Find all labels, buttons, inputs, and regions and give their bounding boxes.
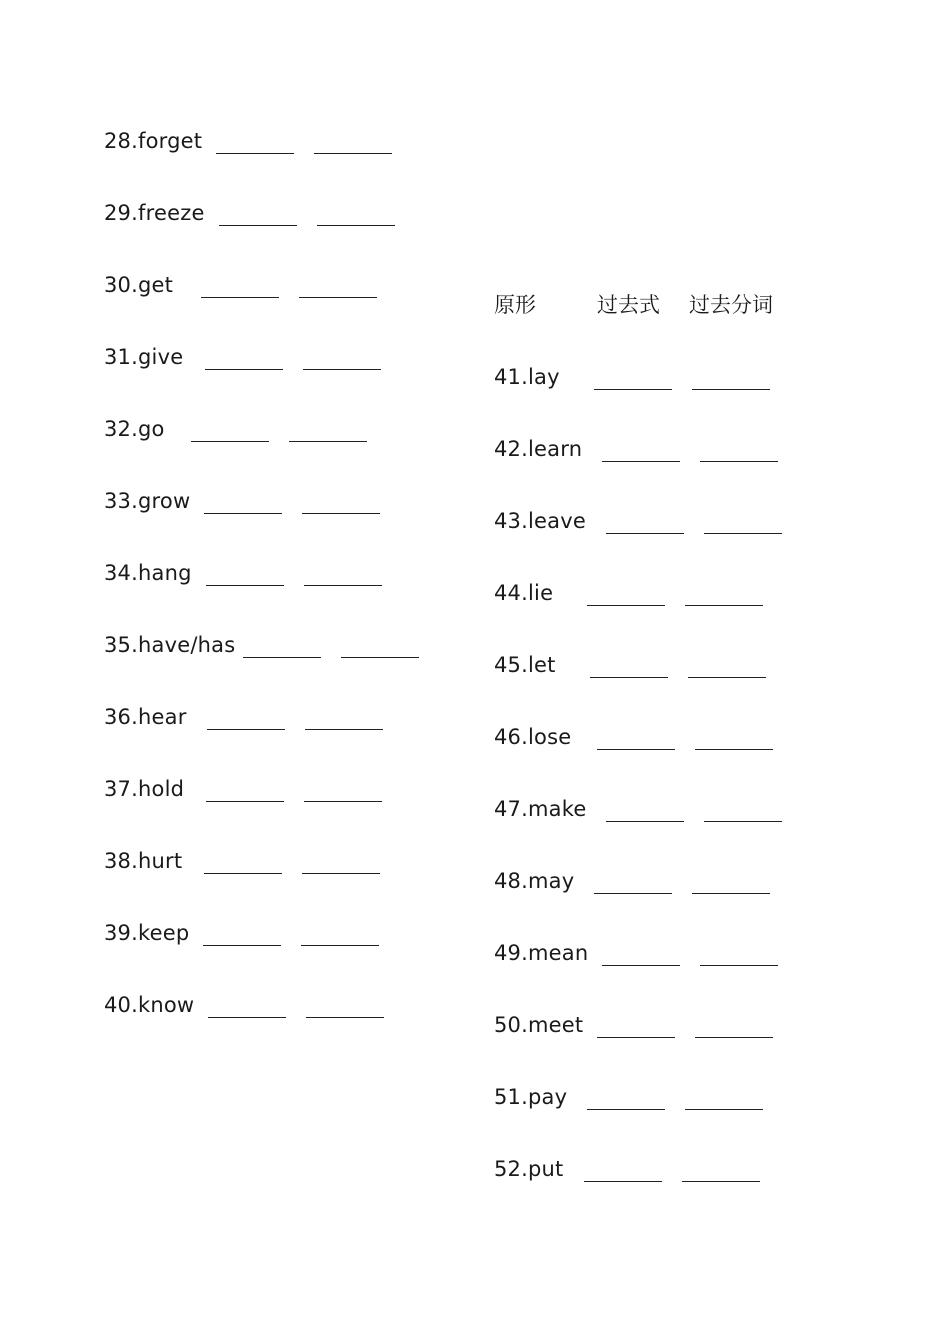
verb-number: 42	[494, 437, 522, 461]
verb-number: 34	[104, 561, 132, 585]
verb-number: 47	[494, 797, 522, 821]
past-tense-blank[interactable]	[587, 1091, 665, 1110]
header-past-participle: 过去分词	[689, 293, 773, 317]
past-tense-blank[interactable]	[203, 927, 281, 946]
past-participle-blank[interactable]	[700, 443, 778, 462]
verb-dot: .	[521, 869, 529, 893]
verb-number: 46	[494, 725, 522, 749]
past-tense-blank[interactable]	[216, 135, 294, 154]
verb-row	[494, 650, 766, 680]
verb-dot: .	[521, 1085, 529, 1109]
past-tense-blank[interactable]	[204, 495, 282, 514]
past-tense-blank[interactable]	[602, 947, 680, 966]
verb-dot: .	[131, 273, 139, 297]
verb-dot: .	[131, 921, 139, 945]
verb-row	[104, 774, 382, 804]
past-tense-blank[interactable]	[606, 515, 684, 534]
verb-dot: .	[521, 941, 529, 965]
past-participle-blank[interactable]	[304, 783, 382, 802]
past-participle-blank[interactable]	[317, 207, 395, 226]
verb-row	[494, 578, 763, 608]
verb-base-form: hold	[138, 777, 185, 801]
verb-number: 29	[104, 201, 132, 225]
past-tense-blank[interactable]	[207, 711, 285, 730]
past-participle-blank[interactable]	[704, 803, 782, 822]
verb-base-form: mean	[528, 941, 589, 965]
verb-number: 41	[494, 365, 522, 389]
past-participle-blank[interactable]	[700, 947, 778, 966]
past-tense-blank[interactable]	[204, 855, 282, 874]
verb-row	[494, 1082, 763, 1112]
verb-dot: .	[521, 725, 529, 749]
verb-number: 52	[494, 1157, 522, 1181]
verb-dot: .	[131, 777, 139, 801]
verb-row	[494, 1010, 773, 1040]
past-participle-blank[interactable]	[685, 1091, 763, 1110]
past-participle-blank[interactable]	[682, 1163, 760, 1182]
verb-number: 28	[104, 129, 132, 153]
verb-row	[104, 990, 384, 1020]
past-participle-blank[interactable]	[341, 639, 419, 658]
verb-base-form: have/has	[138, 633, 236, 657]
verb-base-form: keep	[138, 921, 190, 945]
verb-base-form: may	[528, 869, 575, 893]
past-tense-blank[interactable]	[597, 731, 675, 750]
past-participle-blank[interactable]	[302, 855, 380, 874]
verb-row	[104, 702, 383, 732]
verb-number: 40	[104, 993, 132, 1017]
past-participle-blank[interactable]	[302, 495, 380, 514]
verb-dot: .	[131, 993, 139, 1017]
past-participle-blank[interactable]	[304, 567, 382, 586]
verb-number: 33	[104, 489, 132, 513]
past-participle-blank[interactable]	[289, 423, 367, 442]
verb-dot: .	[521, 437, 529, 461]
verb-row	[104, 270, 377, 300]
verb-number: 51	[494, 1085, 522, 1109]
verb-row	[494, 506, 782, 536]
verb-row	[494, 722, 773, 752]
verb-dot: .	[131, 417, 139, 441]
verb-number: 35	[104, 633, 132, 657]
verb-dot: .	[131, 345, 139, 369]
verb-dot: .	[131, 129, 139, 153]
past-participle-blank[interactable]	[695, 731, 773, 750]
verb-dot: .	[521, 797, 529, 821]
past-participle-blank[interactable]	[688, 659, 766, 678]
past-participle-blank[interactable]	[306, 999, 384, 1018]
verb-row	[104, 558, 382, 588]
past-tense-blank[interactable]	[205, 351, 283, 370]
past-tense-blank[interactable]	[201, 279, 279, 298]
verb-number: 32	[104, 417, 132, 441]
verb-row	[494, 362, 770, 392]
verb-row	[494, 794, 782, 824]
verb-base-form: go	[138, 417, 165, 441]
verb-row	[494, 866, 770, 896]
verb-dot: .	[131, 489, 139, 513]
verb-base-form: make	[528, 797, 587, 821]
verb-dot: .	[521, 509, 529, 533]
verb-row	[104, 918, 379, 948]
verb-base-form: hang	[138, 561, 192, 585]
verb-row	[104, 846, 380, 876]
verb-base-form: pay	[528, 1085, 568, 1109]
past-participle-blank[interactable]	[314, 135, 392, 154]
past-tense-blank[interactable]	[208, 999, 286, 1018]
verb-dot: .	[521, 365, 529, 389]
past-participle-blank[interactable]	[685, 587, 763, 606]
verb-dot: .	[521, 1013, 529, 1037]
past-tense-blank[interactable]	[590, 659, 668, 678]
verb-dot: .	[131, 633, 139, 657]
past-tense-blank[interactable]	[206, 567, 284, 586]
past-participle-blank[interactable]	[692, 371, 770, 390]
verb-base-form: lie	[528, 581, 554, 605]
header-past-tense: 过去式	[597, 293, 660, 317]
verb-base-form: lose	[528, 725, 572, 749]
verb-base-form: learn	[528, 437, 583, 461]
verb-number: 43	[494, 509, 522, 533]
past-tense-blank[interactable]	[594, 875, 672, 894]
past-participle-blank[interactable]	[305, 711, 383, 730]
verb-number: 38	[104, 849, 132, 873]
past-tense-blank[interactable]	[594, 371, 672, 390]
past-tense-blank[interactable]	[191, 423, 269, 442]
verb-dot: .	[131, 561, 139, 585]
past-tense-blank[interactable]	[219, 207, 297, 226]
verb-base-form: leave	[528, 509, 586, 533]
verb-row	[104, 486, 380, 516]
verb-dot: .	[521, 1157, 529, 1181]
verb-number: 50	[494, 1013, 522, 1037]
past-participle-blank[interactable]	[695, 1019, 773, 1038]
verb-base-form: grow	[138, 489, 191, 513]
past-participle-blank[interactable]	[692, 875, 770, 894]
past-tense-blank[interactable]	[606, 803, 684, 822]
verb-base-form: know	[138, 993, 195, 1017]
verb-row	[104, 342, 381, 372]
verb-dot: .	[131, 201, 139, 225]
verb-base-form: put	[528, 1157, 564, 1181]
verb-number: 31	[104, 345, 132, 369]
verb-number: 30	[104, 273, 132, 297]
verb-number: 44	[494, 581, 522, 605]
verb-row	[494, 1154, 760, 1184]
verb-base-form: lay	[528, 365, 560, 389]
verb-row	[104, 414, 367, 444]
past-tense-blank[interactable]	[587, 587, 665, 606]
verb-number: 49	[494, 941, 522, 965]
past-tense-blank[interactable]	[243, 639, 321, 658]
past-tense-blank[interactable]	[602, 443, 680, 462]
verb-row	[104, 126, 392, 156]
verb-base-form: meet	[528, 1013, 584, 1037]
verb-row	[104, 198, 395, 228]
verb-number: 48	[494, 869, 522, 893]
verb-number: 39	[104, 921, 132, 945]
verb-number: 45	[494, 653, 522, 677]
verb-base-form: give	[138, 345, 184, 369]
header-base-form: 原形	[494, 293, 536, 317]
verb-base-form: get	[138, 273, 174, 297]
past-participle-blank[interactable]	[299, 279, 377, 298]
verb-base-form: hurt	[138, 849, 183, 873]
verb-base-form: hear	[138, 705, 187, 729]
verb-row	[104, 630, 419, 660]
verb-number: 37	[104, 777, 132, 801]
verb-dot: .	[131, 849, 139, 873]
verb-dot: .	[521, 581, 529, 605]
verb-base-form: let	[528, 653, 556, 677]
past-participle-blank[interactable]	[303, 351, 381, 370]
past-tense-blank[interactable]	[206, 783, 284, 802]
past-tense-blank[interactable]	[597, 1019, 675, 1038]
past-tense-blank[interactable]	[584, 1163, 662, 1182]
verb-base-form: forget	[138, 129, 203, 153]
verb-row	[494, 938, 778, 968]
past-participle-blank[interactable]	[704, 515, 782, 534]
verb-number: 36	[104, 705, 132, 729]
verb-dot: .	[131, 705, 139, 729]
verb-row	[494, 434, 778, 464]
verb-base-form: freeze	[138, 201, 205, 225]
verb-dot: .	[521, 653, 529, 677]
past-participle-blank[interactable]	[301, 927, 379, 946]
